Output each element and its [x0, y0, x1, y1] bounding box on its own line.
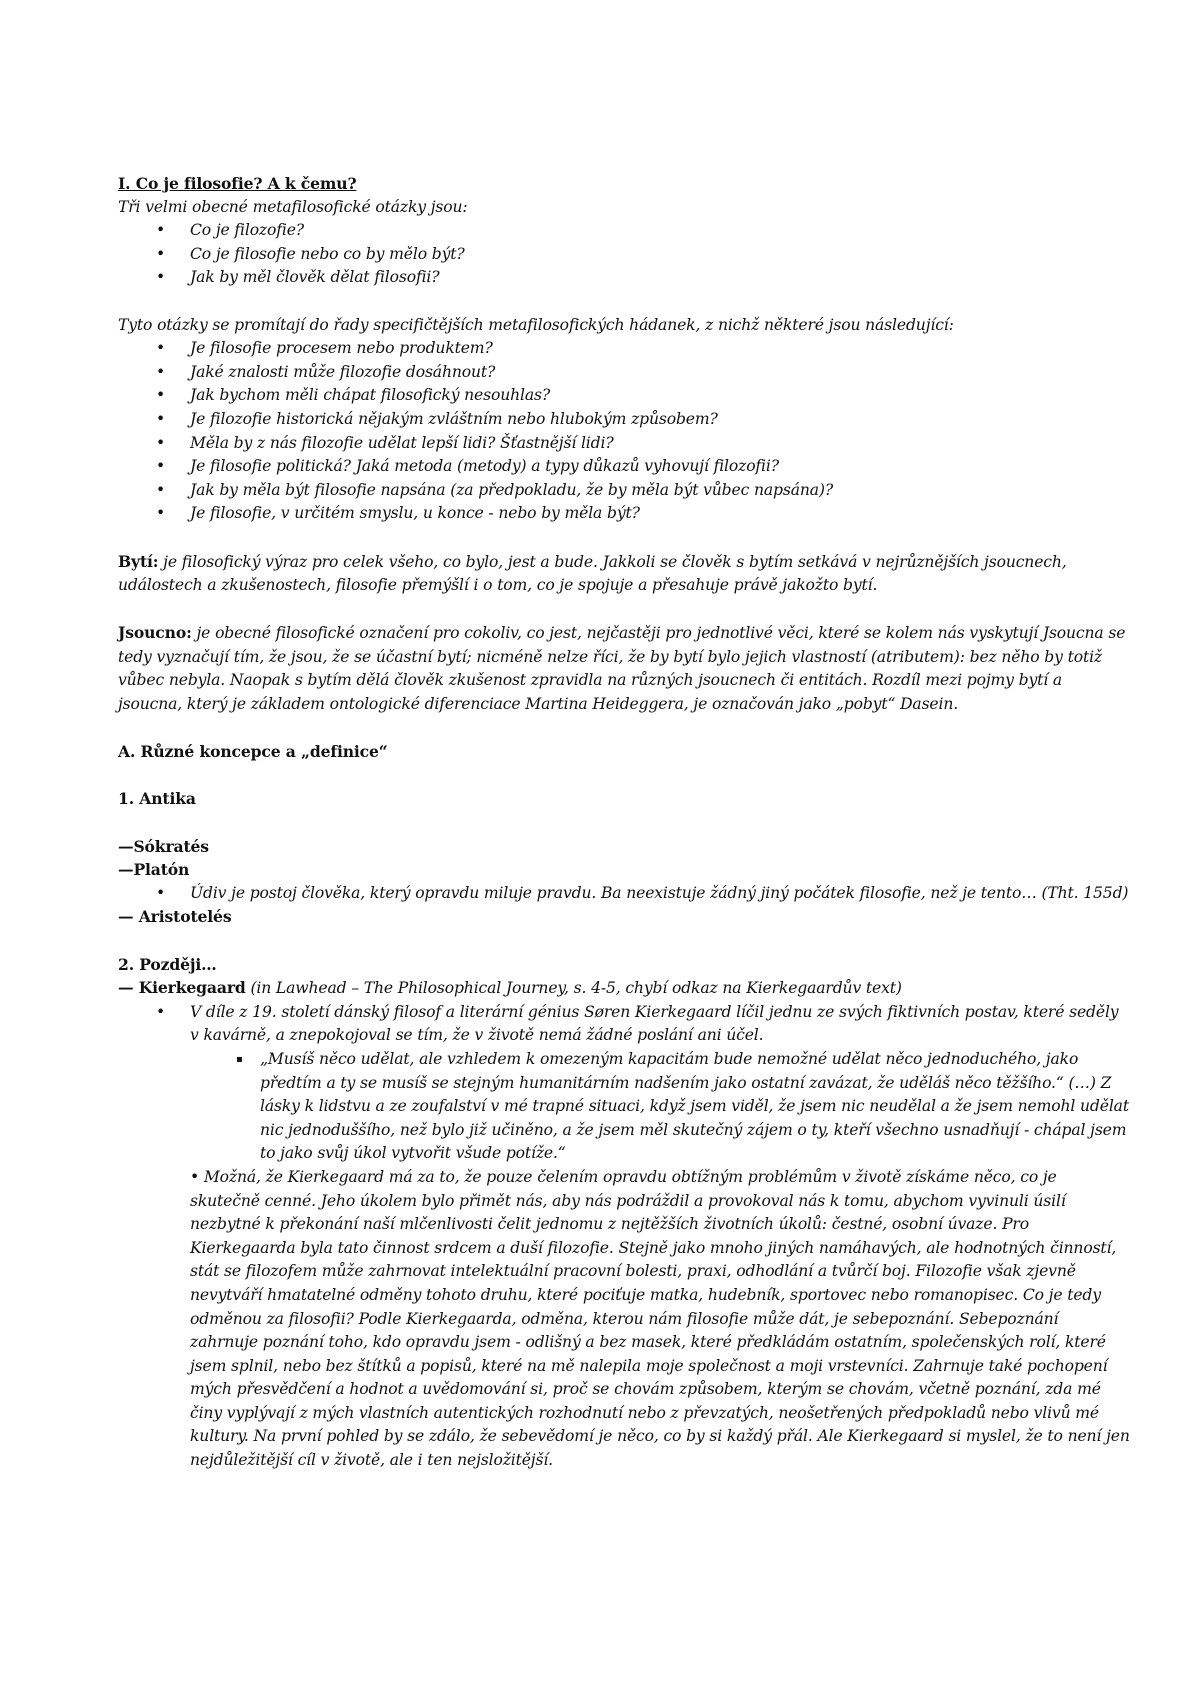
platon-quote-list: [118, 882, 1130, 906]
kierkegaard-bullet-1: [118, 1001, 1130, 1048]
list-item: • Jak by měla být filosofie napsána (za předpokladu, že by měla být vůbec napsána)?: [118, 479, 1130, 503]
aristoteles-entry: — Aristotelés: [118, 907, 232, 927]
kierkegaard-bullet-2: [118, 1166, 1130, 1473]
spacer: [118, 717, 1130, 741]
specific-questions-list: [118, 337, 1130, 526]
byti-term: Bytí:: [118, 551, 159, 571]
list-item: • Jak by měl člověk dělat filosofii?: [118, 266, 1130, 290]
list-item: • Je filosofie procesem nebo produktem?: [118, 337, 1130, 361]
pozdeji-heading: 2. Později…: [118, 954, 217, 974]
platon-entry: —Platón: [118, 860, 190, 880]
spacer: [118, 929, 1130, 953]
list-item: • Je filosofie politická? Jaká metoda (metody) a typy důkazů vyhovují filozofii?: [118, 455, 1130, 479]
kierkegaard-name: — Kierkegaard: [118, 978, 246, 998]
kierkegaard-bullet-1-text: V díle z 19. století dánský filosof a literární génius Søren Kierkegaard líčil jednu ze svých fiktivních postav, které seděly v kavárně, a znepokojoval se tím, že v životě nemá žádné poslání ani účel.: [190, 1002, 1119, 1045]
intro-text: Tři velmi obecné metafilosofické otázky jsou:: [118, 197, 468, 216]
kierkegaard-entry: [118, 976, 1130, 1001]
antika-heading: 1. Antika: [118, 789, 196, 809]
list-item: • Jak bychom měli chápat filosofický nesouhlas?: [118, 384, 1130, 408]
spacer: [118, 811, 1130, 835]
list-item: • Co je filosofie nebo co by mělo být?: [118, 243, 1130, 267]
spacer: [118, 290, 1130, 314]
jsoucno-text: je obecné filosofické označení pro cokoliv, co jest, nejčastěji pro jednotlivé věci, které se kolem nás vyskytují Jsoucna se tedy vyznačují tím, že jsou, že se účastní bytí; nicméně nelze říci, že by bytí bylo jejich vlastností (atributem): bez něho by totiž vůbec nebyla. Naopak s bytím dělá člověk zkušenost zpravidla na různých jsoucnech či entitách. Rozdíl mezi pojmy bytí a jsoucna, který je základem ontologické diferenciace Martina Heideggera, je označován jako „pobyt“ Dasein.: [118, 624, 1126, 714]
list-item: • Co je filozofie?: [118, 219, 1130, 243]
section-a-heading: A. Různé koncepce a „definice“: [118, 742, 388, 762]
intro2-text: Tyto otázky se promítají do řady specifičtějších metafilosofických hádanek, z nichž některé jsou následující:: [118, 315, 954, 334]
list-item: • Je filozofie historická nějakým zvláštním nebo hlubokým způsobem?: [118, 408, 1130, 432]
list-item: • Měla by z nás filozofie udělat lepší lidi? Šťastnější lidi?: [118, 432, 1130, 456]
list-item: • Jaké znalosti může filozofie dosáhnout?: [118, 361, 1130, 385]
byti-text: je filosofický výraz pro celek všeho, co bylo, jest a bude. Jakkoli se člověk s bytím setkává v nejrůznějších jsoucnech, událostech a zkušenostech, filosofie přemýšlí i o tom, co je spojuje a přesahuje právě jakožto bytí.: [118, 552, 1067, 595]
byti-definition: [118, 550, 1130, 598]
platon-quote: • Údiv je postoj člověka, který opravdu miluje pravdu. Ba neexistuje žádný jiný počátek filosofie, než je tento… (Tht. 155d): [118, 882, 1130, 906]
jsoucno-term: Jsoucno:: [118, 623, 192, 643]
bullet-small-icon: ▪: [236, 1053, 243, 1065]
kierkegaard-quote-text: „Musíš něco udělat, ale vzhledem k omezeným kapacitám bude nemožné udělat něco jednoduchého, jako předtím a ty se musíš se stejným humanitárním nadšením jako ostatní zavázat, že uděláš něco těžšího.“ (…) Z lásky k lidstvu a ze zoufalství v mé trapné situaci, když jsem viděl, že jsem nic neudělal a že jsem nemohl udělat nic jednoduššího, než bylo již učiněno, a že jsem měl skutečný zájem o ty, kteří všechno usnadňují - chápal jsem to jako svůj úkol vytvořit všude potíže.“: [260, 1049, 1129, 1163]
spacer: [118, 526, 1130, 550]
spacer: [118, 764, 1130, 788]
jsoucno-definition: [118, 621, 1130, 716]
sokrates-entry: —Sókratés: [118, 836, 209, 856]
basic-questions-list: [118, 219, 1130, 290]
chapter-title: I. Co je filosofie? A k čemu?: [118, 174, 357, 193]
document-body: [118, 172, 1130, 1473]
kierkegaard-quote: [118, 1048, 1130, 1166]
list-item: • Je filosofie, v určitém smyslu, u konce - nebo by měla být?: [118, 502, 1130, 526]
kierkegaard-note: (in Lawhead – The Philosophical Journey, s. 4-5, chybí odkaz na Kierkegaardův text): [245, 979, 902, 998]
bullet-icon: •: [156, 1002, 166, 1021]
spacer: [118, 598, 1130, 622]
kierkegaard-bullet-2-text: • Možná, že Kierkegaard má za to, že pouze čelením opravdu obtížným problémům v životě získáme něco, co je skutečně cenné. Jeho úkolem bylo přimět nás, aby nás podráždil a provokoval nás k tomu, abychom vyvinuli úsilí nezbytné k překonání naší mlčenlivosti čelit jednomu z nejtěžších životních úkolů: čestné, osobní úvaze. Pro Kierkegaarda byla tato činnost srdcem a duší filozofie. Stejně jako mnoho jiných namáhavých, ale hodnotných činností, stát se filozofem může zahrnovat intelektuální pracovní bolesti, praxi, odhodlání a tvůrčí boj. Filozofie však zjevně nevytváří hmatatelné odměny tohoto druhu, které pociťuje matka, hudebník, sportovec nebo romanopisec. Co je tedy odměnou za filosofii? Podle Kierkegaarda, odměna, kterou nám filosofie může dát, je sebepoznání. Sebepoznání zahrnuje poznání toho, kdo opravdu jsem - odlišný a bez masek, které předkládám ostatním, společenských rolí, které jsem splnil, nebo bez štítků a popisů, které na mě nalepila moje společnost a moji vrstevníci. Zahrnuje také pochopení mých přesvědčení a hodnot a uvědomování si, proč se chovám způsobem, kterým se chovám, včetně poznání, zda mé činy vyplývají z mých vlastních autentických rozhodnutí nebo z převzatých, neošetřených předpokladů nebo vlivů mé kultury. Na první pohled by se zdálo, že sebevědomí je něco, co by si každý přál. Ale Kierkegaard si myslel, že to není jen nejdůležitější cíl v životě, ale i ten nejsložitější.: [190, 1167, 1130, 1470]
